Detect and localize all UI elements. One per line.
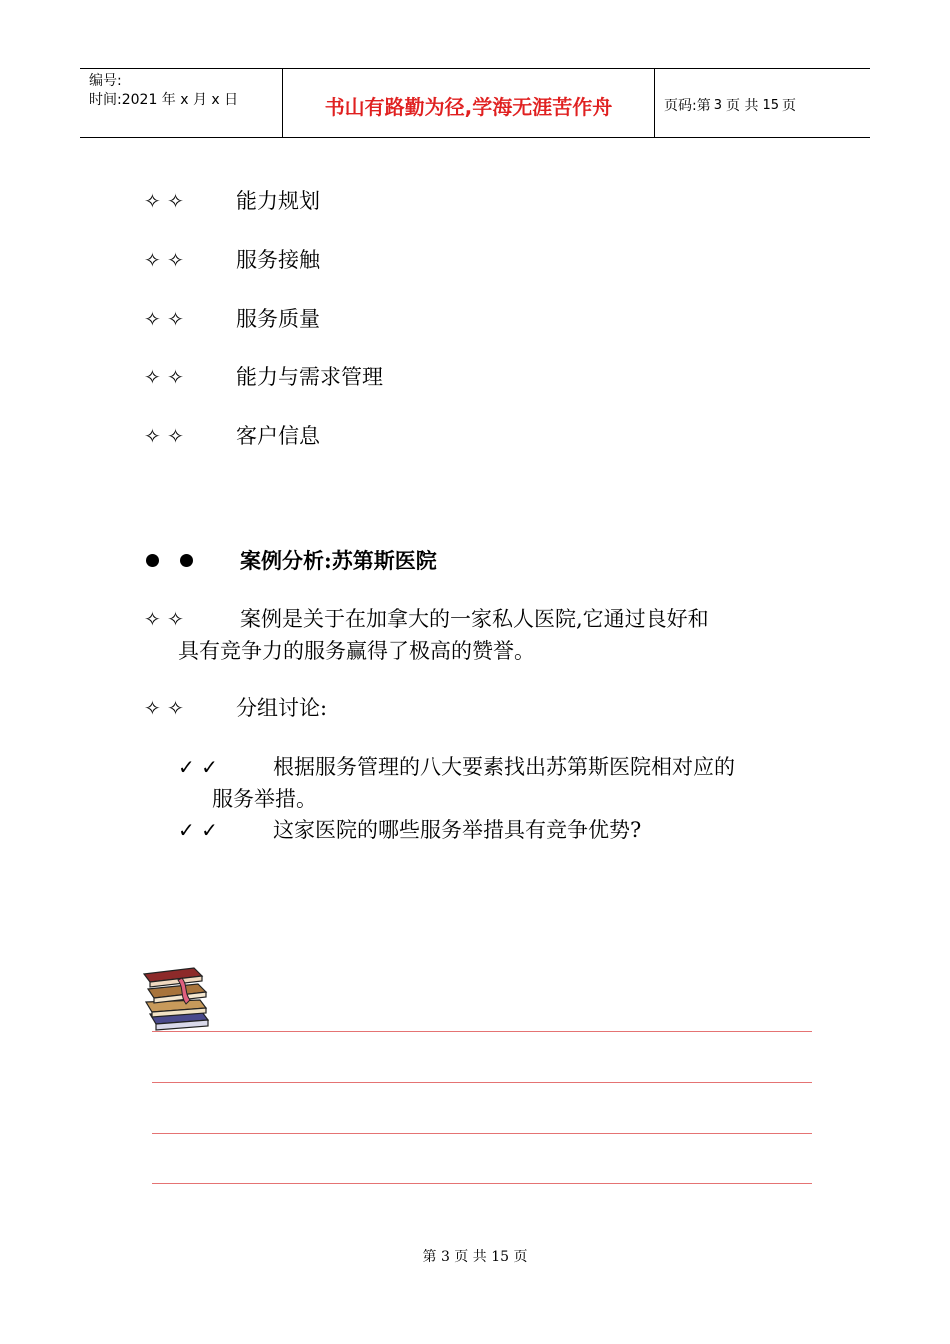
list-item [144, 692, 744, 725]
header-motto: 书山有路勤为径,学海无涯苦作舟 [282, 69, 655, 137]
list-item-text-continued: 具有竞争力的服务赢得了极高的赞誉。 [178, 639, 535, 663]
diamond-bullet-icon: ✧ ✧ [144, 248, 184, 272]
page-suffix: 页 [782, 98, 796, 114]
list-item-text: 能力规划 [236, 189, 320, 213]
header-meta [80, 69, 282, 137]
list-item [144, 603, 824, 669]
list-item-text: 服务质量 [236, 307, 320, 331]
diamond-bullet-icon: ✧ ✧ [144, 189, 184, 213]
list-item [144, 185, 744, 218]
checklist-item-text: 根据服务管理的八大要素找出苏第斯医院相对应的 [273, 755, 735, 779]
bullet-dot-icon [180, 554, 193, 567]
diamond-bullet-icon: ✧ ✧ [144, 696, 184, 720]
section-heading [146, 544, 746, 577]
list-item-text: 能力与需求管理 [236, 365, 383, 389]
header-page-info [655, 69, 870, 137]
diamond-bullet-icon: ✧ ✧ [144, 307, 184, 331]
diamond-bullet-icon: ✧ ✧ [144, 365, 184, 389]
check-icon: ✓ ✓ [178, 755, 218, 779]
page-total: 15 [762, 97, 779, 113]
list-item [144, 244, 744, 277]
list-item-text: 分组讨论: [236, 696, 328, 720]
ruled-line [152, 1031, 812, 1032]
page-footer: 第 3 页 共 15 页 [422, 1249, 528, 1265]
page-number: 3 [713, 97, 722, 113]
page-header [80, 68, 870, 138]
checklist-item [178, 751, 818, 817]
list-item-text: 客户信息 [236, 424, 320, 448]
ruled-line [152, 1183, 812, 1184]
list-item [144, 420, 744, 453]
list-item [144, 303, 744, 336]
section-title: 案例分析:苏第斯医院 [240, 548, 437, 573]
document-time-label: 时间:2021 年 x 月 x 日 [89, 92, 239, 108]
document-number-label: 编号: [89, 73, 122, 89]
list-item-text: 案例是关于在加拿大的一家私人医院,它通过良好和 [240, 607, 709, 631]
checklist-item [178, 814, 818, 847]
list-item [144, 361, 744, 394]
page-mid: 页 共 [726, 98, 759, 114]
diamond-bullet-icon: ✧ ✧ [144, 607, 184, 631]
ruled-line [152, 1133, 812, 1134]
bullet-dot-icon [146, 554, 159, 567]
check-icon: ✓ ✓ [178, 818, 218, 842]
page-prefix: 页码:第 [664, 98, 711, 114]
checklist-item-text: 这家医院的哪些服务举措具有竞争优势? [273, 818, 642, 842]
checklist-item-text-continued: 服务举措。 [212, 787, 317, 811]
list-item-text: 服务接触 [236, 248, 320, 272]
books-icon [140, 962, 222, 1032]
ruled-line [152, 1082, 812, 1083]
diamond-bullet-icon: ✧ ✧ [144, 424, 184, 448]
